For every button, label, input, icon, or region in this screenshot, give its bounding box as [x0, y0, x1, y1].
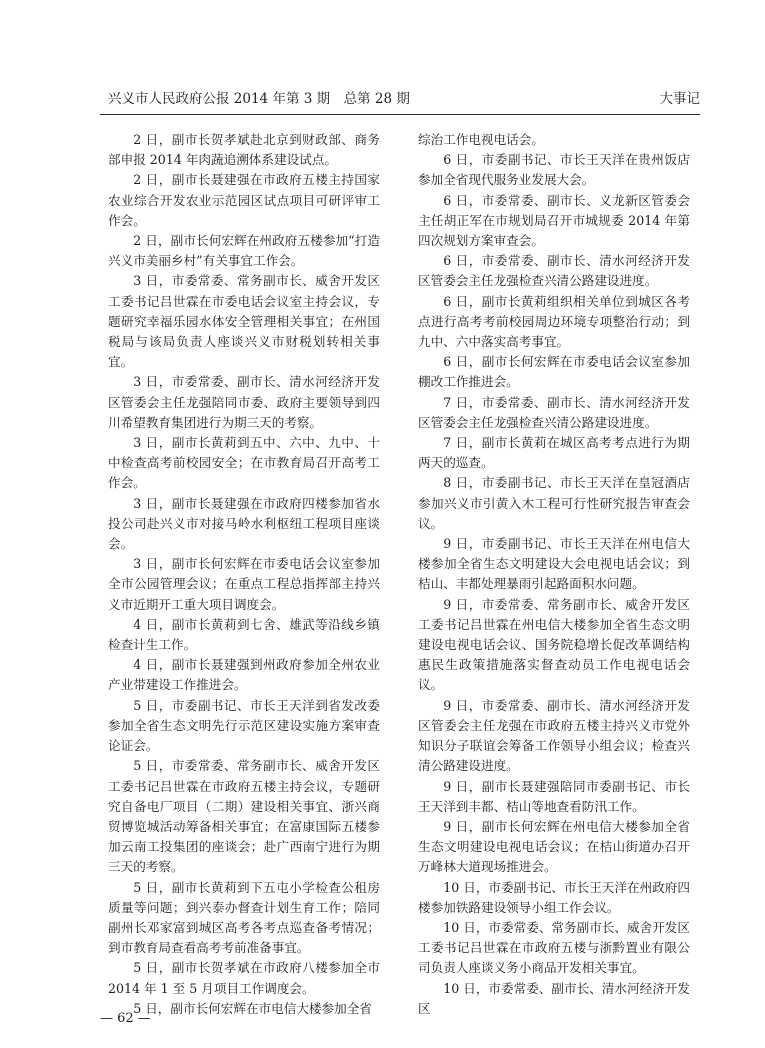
header-rule	[100, 114, 700, 115]
event-entry: 9 日，副市长何宏辉在州电信大楼参加全省生态文明建设电视电话会议；在桔山街道办召开万峰林大道现场推进会。	[418, 818, 690, 875]
event-entry: 6 日，市委副书记、市长王天洋在贵州饭店参加全省现代服务业发展大会。	[418, 152, 690, 188]
event-entry: 5 日，市委常委、常务副市长、威舍开发区工委书记吕世霖在市政府五楼主持会议，专题研究自备电厂项目（二期）建设相关事宜、浙兴商贸博览城活动筹备相关事宜；在富康国际五楼参加云南工投集团的座谈会；赴广西南宁进行为期三天的考察。	[108, 758, 380, 875]
event-entry: 10 日，市委常委、常务副市长、威舍开发区工委书记吕世霖在市政府五楼与浙黔置业有限公司负责人座谈义务小商品开发相关事宜。	[418, 919, 690, 976]
event-entry: 2 日，副市长贺孝斌赴北京到财政部、商务部申报 2014 年肉蔬追溯体系建设试点。	[108, 132, 380, 168]
event-entry: 5 日，副市长贺孝斌在市政府八楼参加全市 2014 年 1 至 5 月项目工作调度会。	[108, 960, 380, 996]
event-entry: 9 日，市委常委、常务副市长、威舍开发区工委书记吕世霖在州电信大楼参加全省生态文明建设电视电话会议、国务院稳增长促改革调结构惠民生政策措施落实督查动员工作电视电话会议。	[418, 596, 690, 693]
event-entry: 4 日，副市长黄莉到七舍、雄武等沿线乡镇检查计生工作。	[108, 616, 380, 653]
event-entry: 9 日，市委常委、副市长、清水河经济开发区管委会主任龙强在市政府五楼主持兴义市党外知识分子联谊会筹备工作领导小组会议；检查兴清公路建设进度。	[418, 697, 690, 774]
event-entry: 6 日，市委常委、副市长、清水河经济开发区管委会主任龙强检查兴清公路建设进度。	[418, 253, 690, 289]
event-entry: 5 日，副市长何宏辉在市电信大楼参加全省	[133, 1000, 372, 1016]
event-entry: 6 日，市委常委、副市长、义龙新区管委会主任胡正军在市规划局召开市城规委 2014 年第四次规划方案审查会。	[418, 192, 690, 249]
event-entry: 2 日，副市长聂建强在市政府五楼主持国家农业综合开发农业示范园区试点项目可研评审工作会。	[108, 172, 380, 228]
section-title: 大事记	[659, 91, 700, 107]
right-column	[418, 130, 690, 1019]
running-header	[100, 88, 700, 110]
event-entry: 6 日，副市长何宏辉在市委电话会议室参加棚改工作推进会。	[418, 354, 690, 390]
event-entry: 9 日，副市长聂建强陪同市委副书记、市长王天洋到丰都、桔山等地查看防汛工作。	[418, 778, 690, 814]
event-entry: 5 日，市委副书记、市长王天洋到省发改委参加全省生态文明先行示范区建设实施方案审查论证会。	[108, 697, 380, 754]
event-entry: 8 日，市委副书记、市长王天洋在皇冠酒店参加兴义市引黄入木工程可行性研究报告审查会议。	[418, 475, 690, 531]
event-entry: 7 日，市委常委、副市长、清水河经济开发区管委会主任龙强检查兴清公路建设进度。	[418, 394, 690, 430]
event-entry: 3 日，市委常委、常务副市长、威舍开发区工委书记吕世霖在市委电话会议室主持会议，专题研究幸福乐园水体安全管理相关事宜；在州国税局与该局负责人座谈兴义市财税划转相关事宜。	[108, 273, 380, 370]
event-entry: 3 日，副市长何宏辉在市委电话会议室参加全市公园管理会议；在重点工程总指挥部主持兴义市近期开工重大项目调度会。	[108, 556, 380, 612]
event-entry-continuation: 综治工作电视电话会。	[418, 132, 544, 147]
event-entry: 4 日，副市长聂建强到州政府参加全州农业产业带建设工作推进会。	[108, 657, 380, 693]
event-entry: 3 日，市委常委、副市长、清水河经济开发区管委会主任龙强陪同市委、政府主要领导到四川希望教育集团进行为期三天的考察。	[108, 374, 380, 430]
event-entry: 3 日，副市长聂建强在市政府四楼参加省水投公司赴兴义市对接马岭水利枢纽工程项目座谈会。	[108, 495, 380, 552]
event-entry: 10 日，市委常委、副市长、清水河经济开发区	[418, 980, 690, 1016]
event-entry: 2 日，副市长何宏辉在州政府五楼参加“打造兴义市美丽乡村”有关事宜工作会。	[108, 233, 380, 269]
publication-title: 兴义市人民政府公报 2014 年第 3 期 总第 28 期	[108, 91, 410, 107]
page-number: — 62 —	[100, 1011, 151, 1026]
event-entry: 5 日，副市长黄莉到下五屯小学检查公租房质量等问题；到兴泰办督查计划生育工作；陪同副州长邓家富到城区高考各考点巡查备考情况；到市教育局查看高考考前准备事宜。	[108, 879, 380, 956]
event-entry: 6 日，副市长黄莉组织相关单位到城区各考点进行高考考前校园周边环境专项整治行动；到九中、六中落实高考事宜。	[418, 293, 690, 350]
event-entry: 9 日，市委副书记、市长王天洋在州电信大楼参加全省生态文明建设大会电视电话会议；到桔山、丰都处理暴雨引起路面积水问题。	[418, 536, 690, 592]
event-entry: 3 日，副市长黄莉到五中、六中、九中、十中检查高考前校园安全；在市教育局召开高考工作会。	[108, 435, 380, 491]
event-entry: 7 日，副市长黄莉在城区高考考点进行为期两天的巡查。	[418, 435, 690, 471]
event-entry: 10 日，市委副书记、市长王天洋在州政府四楼参加铁路建设领导小组工作会议。	[418, 879, 690, 915]
left-column	[108, 130, 380, 1019]
